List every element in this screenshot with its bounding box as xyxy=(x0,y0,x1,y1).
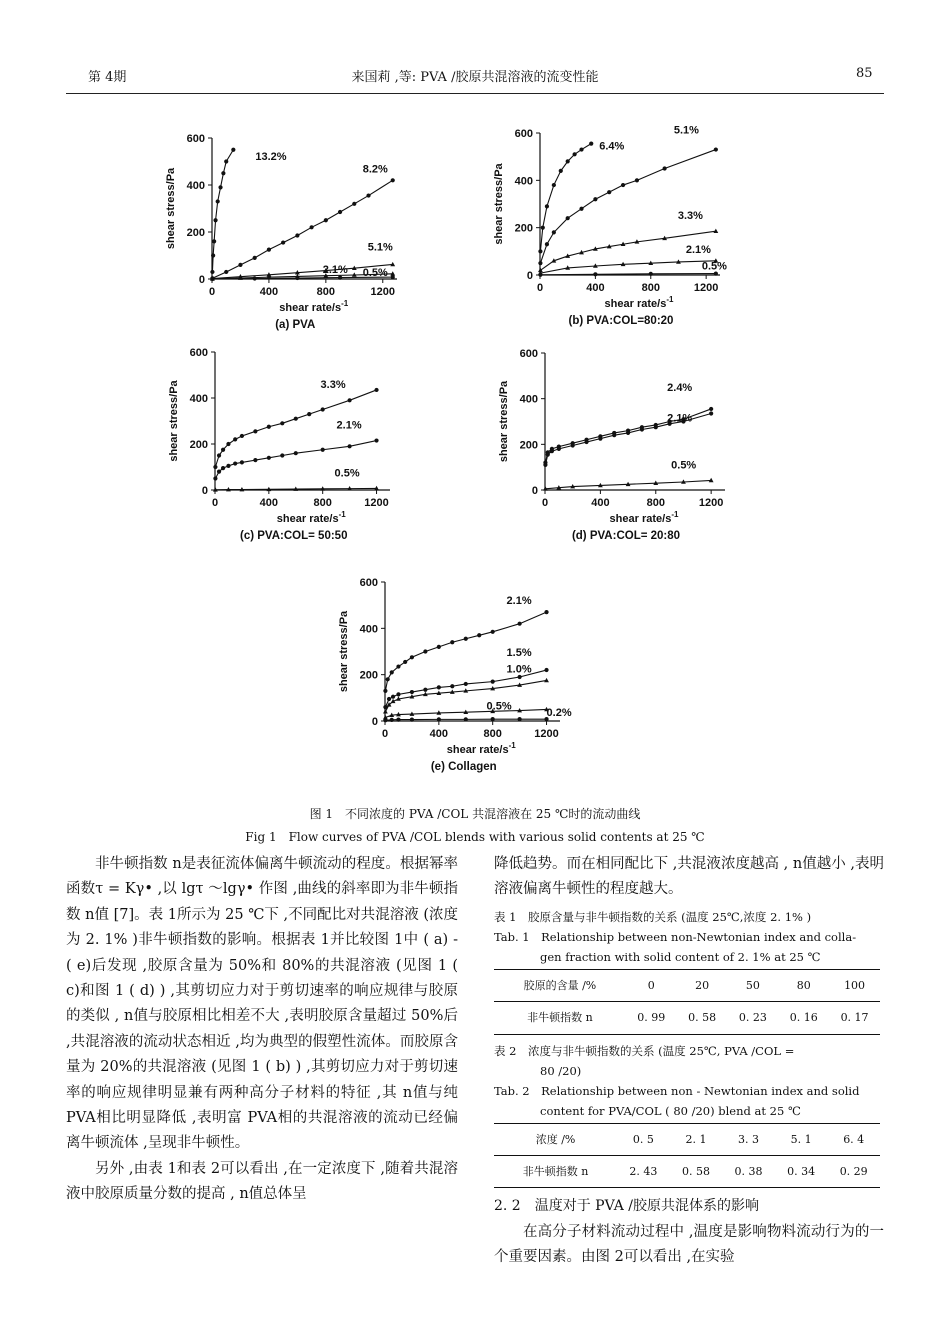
y-axis-label: shear stress/Pa xyxy=(498,380,510,463)
data-point xyxy=(307,412,311,416)
x-tick-label: 0 xyxy=(381,728,389,740)
table-1 xyxy=(494,969,880,1035)
y-axis-label: shear stress/Pa xyxy=(338,610,350,693)
data-point xyxy=(410,718,414,722)
data-point xyxy=(213,465,217,469)
series-line xyxy=(212,150,233,272)
data-point xyxy=(212,239,216,243)
y-tick-label: 200 xyxy=(514,222,533,235)
x-tick-label: 1200 xyxy=(364,497,389,509)
y-tick-label: 200 xyxy=(189,439,208,451)
data-point xyxy=(621,183,625,187)
data-point xyxy=(267,425,271,429)
table-cell: 20 xyxy=(677,969,728,1001)
data-point xyxy=(233,437,237,441)
page-number: 85 xyxy=(856,66,873,81)
data-point xyxy=(450,684,454,688)
section-heading: 2. 2 温度对于 PVA /胶原共混体系的影响 xyxy=(494,1198,760,1215)
data-point xyxy=(552,183,556,187)
table-cell: 非牛顿指数 n xyxy=(494,1156,617,1188)
data-point xyxy=(348,398,352,402)
series-line xyxy=(385,670,546,707)
data-point xyxy=(566,159,570,163)
figure-caption-cn: 图 1 不同浓度的 PVA /COL 共混溶液在 25 ℃时的流动曲线 xyxy=(309,807,641,821)
paragraph: 非牛顿指数 n是表征流体偏离牛顿流动的程度。根据幂率函数τ = Kγ• ,以 lgτ ～lgγ• 作图 ,曲线的斜率即为非牛顿指数 n值 [7]。表 1所示为 25 ℃下 ,不同配比对共混溶液 (浓度为 2. 1% )非牛顿指数的影响。根据表 1并比较图 1中 ( a) - ( e)后发现 ,胶原含量为 50%和 80%的共混溶液 (见图 1 ( c)和图 1 ( d) ) ,其剪切应力对于剪切速率的响应规律与胶原的类似 , n值与胶原相比相差不大 ,表明胶原含量超过 50%后 ,共混溶液的流动状态相近 ,均为典型的假塑性流体。而胶原含量为 20%的共混溶液 (见图 1 ( b) ) ,其剪切应力对于剪切速率的响应规律明显兼有两种高分子材料的特征 ,其 n值与纯 PVA相比明显降低 ,表明富 PVA相的共混溶液的流动已经偏离牛顿流体 ,呈现非牛顿性。 xyxy=(66,856,458,1152)
data-point xyxy=(713,229,718,233)
x-tick-label: 0 xyxy=(541,497,549,509)
data-point xyxy=(213,218,217,222)
data-point xyxy=(374,388,378,392)
data-point xyxy=(253,276,257,280)
table-cell: 2. 43 xyxy=(617,1156,670,1188)
x-tick-label: 1200 xyxy=(698,497,724,509)
table-cell: 胶原的含量 /% xyxy=(494,969,626,1001)
data-point xyxy=(267,456,271,460)
data-point xyxy=(584,440,588,444)
table-cell: 0. 58 xyxy=(670,1156,723,1188)
data-point xyxy=(518,622,522,626)
data-point xyxy=(226,464,230,468)
x-tick-label: 800 xyxy=(316,286,336,298)
data-point xyxy=(541,226,545,230)
series-label: 0.2% xyxy=(546,707,572,720)
series-label: 2.1% xyxy=(667,412,693,425)
y-tick-label: 600 xyxy=(189,347,208,359)
data-point xyxy=(390,262,395,266)
paragraph: 降低趋势。而在相同配比下 ,共混液浓度越高 , n值越小 ,表明溶液偏离牛顿性的程度越大。 xyxy=(494,856,884,898)
data-point xyxy=(544,610,548,614)
data-point xyxy=(491,680,495,684)
data-point xyxy=(324,218,328,222)
data-point xyxy=(518,675,522,679)
data-point xyxy=(240,460,244,464)
series-label: 3.3% xyxy=(320,378,346,391)
x-tick-label: 800 xyxy=(483,728,502,740)
data-point xyxy=(477,633,481,637)
data-point xyxy=(396,718,400,722)
data-point xyxy=(253,429,257,433)
data-point xyxy=(654,425,658,429)
data-point xyxy=(280,421,284,425)
x-tick-label: 400 xyxy=(429,728,449,740)
table-cell: 0. 99 xyxy=(626,1002,677,1034)
table-cell: 0. 16 xyxy=(778,1002,829,1034)
data-point xyxy=(640,427,644,431)
data-point xyxy=(386,677,390,681)
data-point xyxy=(211,253,215,257)
table-cell: 0. 29 xyxy=(827,1156,880,1188)
data-point xyxy=(403,660,407,664)
data-point xyxy=(224,159,228,163)
table-1-caption-en-cont: gen fraction with solid content of 2. 1% at 25 ℃ xyxy=(540,949,821,964)
data-point xyxy=(573,152,577,156)
data-point xyxy=(491,717,495,721)
data-point xyxy=(545,204,549,208)
data-point xyxy=(464,637,468,641)
data-point xyxy=(607,190,611,194)
series-line xyxy=(540,144,591,252)
left-column xyxy=(66,852,458,1208)
table-2-caption-cn: 表 2 浓度与非牛顿指数的关系 (温度 25℃, PVA /COL = xyxy=(494,1043,795,1058)
series-label: 13.2% xyxy=(255,150,287,163)
data-point xyxy=(295,233,299,237)
x-tick-label: 1200 xyxy=(693,282,719,294)
y-tick-label: 0 xyxy=(198,274,205,286)
data-point xyxy=(216,199,220,203)
y-tick-label: 0 xyxy=(531,485,538,497)
data-point xyxy=(383,689,387,693)
data-point xyxy=(231,148,235,152)
series-label: 1.0% xyxy=(506,663,532,676)
series-label: 2.4% xyxy=(667,381,693,394)
figure-caption-en: Fig 1 Flow curves of PVA /COL blends with various solid contents at 25 ℃ xyxy=(245,830,705,844)
data-point xyxy=(281,240,285,244)
data-point xyxy=(538,261,542,265)
table-cell: 浓度 /% xyxy=(494,1123,617,1155)
right-column xyxy=(494,852,884,1271)
data-point xyxy=(410,655,414,659)
data-point xyxy=(663,166,667,170)
series-label: 3.3% xyxy=(677,210,703,223)
chart-panel xyxy=(498,348,725,542)
y-tick-label: 600 xyxy=(514,128,533,140)
y-tick-label: 200 xyxy=(186,227,205,239)
y-axis-label: shear stress/Pa xyxy=(168,380,180,462)
y-tick-label: 0 xyxy=(371,716,378,728)
data-point xyxy=(348,444,352,448)
table-2-caption-cn-cont: 80 /20) xyxy=(540,1063,582,1078)
x-tick-label: 400 xyxy=(259,497,279,509)
data-point xyxy=(396,692,400,696)
data-point xyxy=(538,249,542,253)
x-tick-label: 400 xyxy=(586,282,605,294)
panel-subtitle: (d) PVA:COL= 20:80 xyxy=(571,530,681,542)
data-point xyxy=(253,458,257,462)
table-cell: 0. 34 xyxy=(775,1156,828,1188)
table-2-caption-en: Tab. 2 Relationship between non - Newtonian index and solid xyxy=(494,1083,860,1098)
data-point xyxy=(267,248,271,252)
y-tick-label: 0 xyxy=(526,270,533,282)
data-point xyxy=(387,697,391,701)
table-cell: 0. 23 xyxy=(728,1002,779,1034)
chart-panel xyxy=(168,347,390,542)
paragraph: 另外 ,由表 1和表 2可以看出 ,在一定浓度下 ,随着共混溶液中胶原质量分数的提高 , n值总体呈 xyxy=(66,1160,458,1203)
data-point xyxy=(217,453,221,457)
data-point xyxy=(437,717,441,721)
table-cell: 50 xyxy=(728,969,779,1001)
table-1-caption-en: Tab. 1 Relationship between non-Newtonian index and colla- xyxy=(494,929,857,944)
data-point xyxy=(450,640,454,644)
x-tick-label: 1200 xyxy=(534,728,559,740)
data-point xyxy=(557,447,561,451)
series-label: 2.1% xyxy=(685,243,711,256)
series-label: 2.1% xyxy=(322,263,348,276)
data-point xyxy=(217,470,221,474)
data-point xyxy=(544,668,548,672)
data-point xyxy=(571,443,575,447)
data-point xyxy=(352,202,356,206)
data-point xyxy=(649,272,653,276)
table-2 xyxy=(494,1123,880,1189)
data-point xyxy=(213,476,217,480)
data-point xyxy=(295,276,299,280)
data-point xyxy=(538,273,542,277)
data-point xyxy=(598,437,602,441)
x-tick-label: 400 xyxy=(591,497,610,509)
x-tick-label: 0 xyxy=(211,497,219,509)
chart-panel xyxy=(165,133,397,331)
data-point xyxy=(233,461,237,465)
y-tick-label: 400 xyxy=(189,393,208,405)
x-tick-label: 0 xyxy=(208,286,216,298)
table-cell: 100 xyxy=(829,969,880,1001)
series-label: 0.5% xyxy=(486,700,512,713)
y-tick-label: 600 xyxy=(186,133,205,145)
data-point xyxy=(226,442,230,446)
x-axis-label: shear rate/$s^{-1}$ xyxy=(276,510,346,525)
data-point xyxy=(366,193,370,197)
data-point xyxy=(253,256,257,260)
data-point xyxy=(221,466,225,470)
data-point xyxy=(544,678,549,682)
table-cell: 0 xyxy=(626,969,677,1001)
data-point xyxy=(391,178,395,182)
y-axis-label: shear stress/Pa xyxy=(493,163,505,245)
data-point xyxy=(437,645,441,649)
data-point xyxy=(626,431,630,435)
series-label: 0.5% xyxy=(701,260,727,273)
y-tick-label: 400 xyxy=(359,623,378,636)
data-point xyxy=(310,225,314,229)
chart-panel xyxy=(493,125,727,327)
running-header-title: 来国莉 ,等: PVA /胶原共混溶液的流变性能 xyxy=(351,70,599,85)
data-point xyxy=(391,695,395,699)
panel-subtitle: (a) PVA xyxy=(275,319,316,331)
panel-subtitle: (b) PVA:COL=80:20 xyxy=(568,315,674,327)
data-point xyxy=(579,207,583,211)
data-point xyxy=(491,630,495,634)
paragraph: 在高分子材料流动过程中 ,温度是影响物料流动行为的一个重要因素。由图 2可以看出 ,在实验 xyxy=(494,1223,884,1266)
x-axis-label: shear rate/$s^{-1}$ xyxy=(609,510,679,525)
data-point xyxy=(593,197,597,201)
data-point xyxy=(383,718,387,722)
data-point xyxy=(338,275,342,279)
data-point xyxy=(437,685,441,689)
data-point xyxy=(566,216,570,220)
x-tick-label: 1200 xyxy=(370,286,396,298)
data-point xyxy=(374,438,378,442)
data-point xyxy=(559,169,563,173)
table-cell: 0. 38 xyxy=(722,1156,775,1188)
data-point xyxy=(612,433,616,437)
data-point xyxy=(383,709,388,713)
data-point xyxy=(593,272,597,276)
chart-panel xyxy=(338,577,572,773)
data-point xyxy=(280,453,284,457)
series-label: 2.1% xyxy=(506,595,532,608)
data-point xyxy=(709,407,713,411)
data-point xyxy=(410,690,414,694)
data-point xyxy=(543,463,547,467)
data-point xyxy=(221,448,225,452)
table-cell: 0. 17 xyxy=(829,1002,880,1034)
data-point xyxy=(552,230,556,234)
data-point xyxy=(545,242,549,246)
data-point xyxy=(221,171,225,175)
table-cell: 6. 4 xyxy=(827,1123,880,1155)
data-point xyxy=(294,451,298,455)
x-tick-label: 0 xyxy=(536,282,544,294)
data-point xyxy=(714,147,718,151)
data-point xyxy=(550,449,554,453)
x-tick-label: 800 xyxy=(646,497,665,509)
table-cell: 0. 58 xyxy=(677,1002,728,1034)
data-point xyxy=(338,210,342,214)
x-tick-label: 800 xyxy=(641,282,660,294)
data-point xyxy=(518,717,522,721)
data-point xyxy=(240,434,244,438)
series-label: 0.5% xyxy=(334,467,360,480)
data-point xyxy=(635,178,639,182)
x-tick-label: 800 xyxy=(313,497,332,509)
data-point xyxy=(390,670,394,674)
x-axis-label: shear rate/$s^{-1}$ xyxy=(604,295,674,310)
panel-subtitle: (e) Collagen xyxy=(430,761,497,773)
data-point xyxy=(423,649,427,653)
data-point xyxy=(321,448,325,452)
table-cell: 2. 1 xyxy=(670,1123,723,1155)
data-point xyxy=(464,682,468,686)
data-point xyxy=(579,147,583,151)
series-label: 2.1% xyxy=(336,419,362,432)
data-point xyxy=(218,185,222,189)
running-header-left: 第 4期 xyxy=(88,70,127,85)
data-point xyxy=(210,277,214,281)
series-label: 6.4% xyxy=(599,140,625,153)
y-tick-label: 600 xyxy=(519,348,538,360)
series-label: 0.5% xyxy=(671,459,697,472)
x-tick-label: 400 xyxy=(259,286,279,298)
data-point xyxy=(294,417,298,421)
data-point xyxy=(396,664,400,668)
table-cell: 80 xyxy=(778,969,829,1001)
data-point xyxy=(238,263,242,267)
x-axis-label: shear rate/$s^{-1}$ xyxy=(446,741,516,756)
y-tick-label: 400 xyxy=(519,393,538,406)
y-tick-label: 0 xyxy=(201,485,208,497)
y-tick-label: 600 xyxy=(359,577,378,589)
data-point xyxy=(423,688,427,692)
data-point xyxy=(464,717,468,721)
table-cell: 5. 1 xyxy=(775,1123,828,1155)
series-label: 1.5% xyxy=(506,647,532,660)
series-label: 0.5% xyxy=(362,267,388,280)
series-label: 5.1% xyxy=(673,124,699,137)
data-point xyxy=(390,718,394,722)
series-line xyxy=(540,261,715,273)
table-1-caption-cn: 表 1 胶原含量与非牛顿指数的关系 (温度 25℃,浓度 2. 1% ) xyxy=(494,909,812,924)
series-label: 5.1% xyxy=(367,241,393,254)
y-tick-label: 400 xyxy=(186,180,205,192)
table-cell: 非牛顿指数 n xyxy=(494,1002,626,1034)
data-point xyxy=(589,142,593,146)
data-point xyxy=(210,270,214,274)
x-axis-label: shear rate/$s^{-1}$ xyxy=(279,299,349,314)
data-point xyxy=(546,453,550,457)
y-tick-label: 200 xyxy=(519,439,538,452)
data-point xyxy=(321,407,325,411)
y-tick-label: 200 xyxy=(359,669,378,682)
data-point xyxy=(709,411,713,415)
data-point xyxy=(224,270,228,274)
y-tick-label: 400 xyxy=(514,175,533,188)
panel-subtitle: (c) PVA:COL= 50:50 xyxy=(240,530,348,542)
y-axis-label: shear stress/Pa xyxy=(165,167,177,250)
data-point xyxy=(391,275,395,279)
table-cell: 3. 3 xyxy=(722,1123,775,1155)
table-2-caption-en-cont: content for PVA/COL ( 80 /20) blend at 25 ℃ xyxy=(540,1103,801,1118)
series-label: 8.2% xyxy=(362,163,388,176)
table-cell: 0. 5 xyxy=(617,1123,670,1155)
